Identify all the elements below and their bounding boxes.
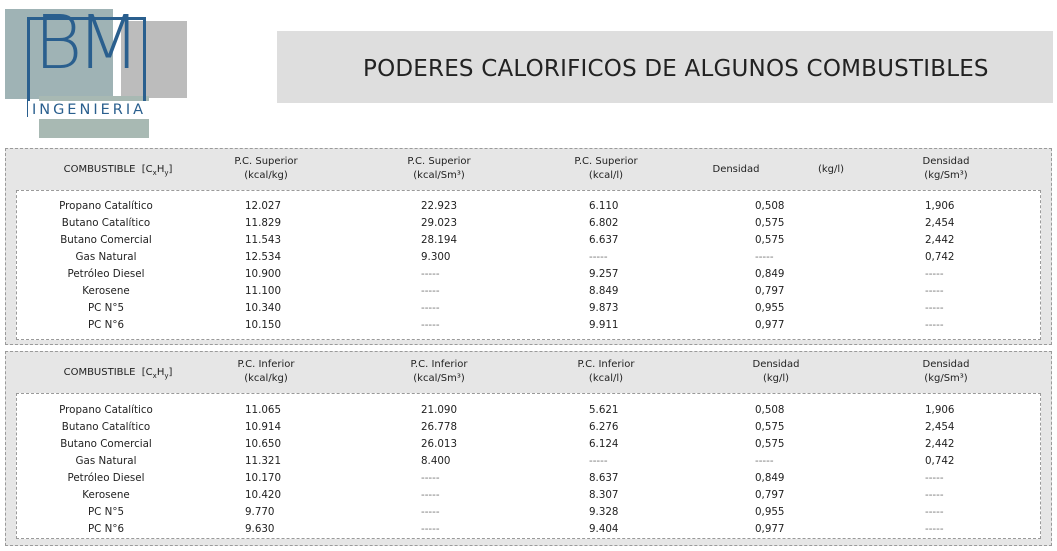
cell-densidad-kgsm3: -----: [925, 506, 944, 518]
cell-combustible: Kerosene: [82, 489, 130, 501]
header-col3-line2: (kcal/l): [588, 170, 624, 181]
cell-densidad-kgsm3: -----: [925, 319, 944, 331]
cell-pc-kg: 12.027: [245, 200, 282, 212]
table-row: [17, 317, 1040, 334]
cell-combustible: Propano Catalítico: [59, 200, 153, 212]
table-row: [17, 215, 1040, 232]
cell-pc-l: 6.637: [589, 234, 619, 246]
cell-pc-sm3: 26.778: [421, 421, 458, 433]
cell-pc-kg: 11.543: [245, 234, 282, 246]
cell-pc-l: 6.802: [589, 217, 619, 229]
cell-pc-kg: 10.340: [245, 302, 282, 314]
cell-densidad-kgsm3: -----: [925, 472, 944, 484]
cell-pc-kg: 11.829: [245, 217, 282, 229]
cell-combustible: Kerosene: [82, 285, 130, 297]
header-combustible: COMBUSTIBLE $[C_xH_y]$: [63, 367, 173, 380]
cell-pc-kg: 10.170: [245, 472, 282, 484]
header-col4: [752, 358, 799, 386]
cell-densidad-kgl: 0,955: [755, 302, 785, 314]
header-col2-line1: P.C. Superior: [407, 156, 471, 167]
cell-combustible: PC N°5: [87, 506, 125, 518]
cell-pc-kg: 12.534: [245, 251, 282, 263]
cell-pc-kg: 11.065: [245, 404, 282, 416]
table-row: [17, 470, 1040, 487]
cell-combustible: Butano Comercial: [60, 234, 152, 246]
cell-pc-l: -----: [589, 251, 608, 263]
cell-pc-sm3: -----: [421, 285, 440, 297]
cell-pc-sm3: 26.013: [421, 438, 458, 450]
header-col5: [922, 358, 969, 386]
cell-densidad-kgsm3: -----: [925, 285, 944, 297]
cell-pc-kg: 10.914: [245, 421, 282, 433]
cell-densidad-kgl: -----: [755, 251, 774, 263]
cell-pc-sm3: -----: [421, 489, 440, 501]
cell-combustible: PC N°6: [87, 319, 125, 331]
cell-pc-sm3: -----: [421, 523, 440, 535]
header-col1-line1: P.C. Superior: [234, 156, 298, 167]
cell-combustible: Petróleo Diesel: [67, 472, 145, 484]
cell-densidad-kgsm3: 2,454: [925, 217, 955, 229]
table-row: [17, 402, 1040, 419]
cell-densidad-kgl: 0,575: [755, 438, 785, 450]
table-body: [16, 190, 1041, 340]
table-row: [17, 232, 1040, 249]
header-col2-line1: P.C. Inferior: [410, 359, 468, 370]
header-col2-line2: (kcal/Sm³): [413, 170, 465, 181]
cell-pc-kg: 10.650: [245, 438, 282, 450]
cell-combustible: Petróleo Diesel: [67, 268, 145, 280]
cell-densidad-kgsm3: 1,906: [925, 200, 955, 212]
header-col1: [237, 358, 294, 386]
table-row: [17, 266, 1040, 283]
header-col1-line2: (kcal/kg): [244, 170, 288, 181]
cell-pc-l: 9.873: [589, 302, 619, 314]
cell-pc-l: 5.621: [589, 404, 619, 416]
cell-pc-l: 9.257: [589, 268, 619, 280]
cell-densidad-kgl: 0,849: [755, 472, 785, 484]
cell-densidad-kgl: 0,849: [755, 268, 785, 280]
table-header: [6, 352, 1051, 392]
cell-combustible: Butano Catalítico: [61, 217, 151, 229]
header-col4-line1: Densidad: [712, 164, 760, 175]
table-row: [17, 436, 1040, 453]
cell-pc-kg: 10.150: [245, 319, 282, 331]
cell-combustible: Gas Natural: [75, 251, 137, 263]
header-col2-line2: (kcal/Sm³): [413, 373, 465, 384]
header-col3-line1: P.C. Superior: [574, 156, 638, 167]
cell-pc-kg: 9.630: [245, 523, 275, 535]
table-body: [16, 393, 1041, 539]
cell-densidad-kgl: 0,797: [755, 489, 785, 501]
header-col5-line1: Densidad: [922, 156, 970, 167]
header-col5-line2: (kg/Sm³): [924, 170, 968, 181]
cell-pc-kg: 10.420: [245, 489, 282, 501]
table-row: [17, 300, 1040, 317]
cell-densidad-kgl: 0,977: [755, 319, 785, 331]
header-col4-line1: Densidad: [752, 359, 800, 370]
cell-pc-l: 6.110: [589, 200, 619, 212]
cell-combustible: PC N°6: [87, 523, 125, 535]
table-row: [17, 453, 1040, 470]
cell-combustible: Butano Comercial: [60, 438, 152, 450]
cell-densidad-kgl: -----: [755, 455, 774, 467]
cell-densidad-kgsm3: -----: [925, 268, 944, 280]
cell-pc-sm3: -----: [421, 506, 440, 518]
cell-pc-sm3: -----: [421, 302, 440, 314]
table-row: [17, 419, 1040, 436]
cell-pc-sm3: 29.023: [421, 217, 458, 229]
header-col4-unit: (kg/l): [817, 164, 845, 175]
cell-densidad-kgl: 0,955: [755, 506, 785, 518]
cell-densidad-kgsm3: -----: [925, 489, 944, 501]
cell-combustible: PC N°5: [87, 302, 125, 314]
cell-densidad-kgsm3: 0,742: [925, 455, 955, 467]
header-col3: [577, 358, 634, 386]
cell-pc-sm3: 8.400: [421, 455, 451, 467]
logo-subtitle: INGENIERIA: [28, 101, 150, 119]
table-header: [6, 149, 1051, 189]
header-col5-line2: (kg/Sm³): [924, 373, 968, 384]
table-inferior: [5, 351, 1052, 546]
table-row: [17, 249, 1040, 266]
cell-pc-sm3: 28.194: [421, 234, 458, 246]
cell-densidad-kgl: 0,977: [755, 523, 785, 535]
table-superior: [5, 148, 1052, 345]
table-row: [17, 504, 1040, 521]
cell-combustible: Butano Catalítico: [61, 421, 151, 433]
title-bar: [277, 31, 1053, 103]
cell-densidad-kgsm3: -----: [925, 523, 944, 535]
cell-combustible: Gas Natural: [75, 455, 137, 467]
page-title: PODERES CALORIFICOS DE ALGUNOS COMBUSTIBLES: [363, 56, 989, 82]
cell-combustible: Propano Catalítico: [59, 404, 153, 416]
header-col3-line1: P.C. Inferior: [577, 359, 635, 370]
header-col4: [712, 163, 759, 177]
table-row: [17, 487, 1040, 504]
cell-pc-kg: 11.321: [245, 455, 282, 467]
cell-pc-l: 8.849: [589, 285, 619, 297]
cell-densidad-kgl: 0,575: [755, 421, 785, 433]
header-col4-line2: (kg/l): [762, 373, 790, 384]
cell-densidad-kgl: 0,575: [755, 234, 785, 246]
cell-densidad-kgl: 0,797: [755, 285, 785, 297]
cell-pc-sm3: -----: [421, 319, 440, 331]
cell-densidad-kgsm3: 0,742: [925, 251, 955, 263]
cell-densidad-kgl: 0,508: [755, 404, 785, 416]
logo-letters: BM: [34, 0, 135, 86]
cell-pc-l: 6.124: [589, 438, 619, 450]
company-logo: [0, 0, 190, 140]
cell-densidad-kgsm3: 2,442: [925, 438, 955, 450]
cell-pc-sm3: -----: [421, 472, 440, 484]
cell-pc-l: -----: [589, 455, 608, 467]
header-col1-line2: (kcal/kg): [244, 373, 288, 384]
cell-densidad-kgsm3: 2,442: [925, 234, 955, 246]
cell-pc-sm3: 21.090: [421, 404, 458, 416]
header-col5: [922, 155, 969, 183]
header-col1-line1: P.C. Inferior: [237, 359, 295, 370]
cell-pc-kg: 11.100: [245, 285, 282, 297]
header-combustible-label: COMBUSTIBLE: [63, 367, 136, 378]
header-combustible: COMBUSTIBLE $[C_xH_y]$: [63, 164, 173, 177]
header-col2: [407, 155, 470, 183]
cell-pc-l: 9.328: [589, 506, 619, 518]
table-row: [17, 198, 1040, 215]
cell-pc-l: 8.637: [589, 472, 619, 484]
header-combustible-label: COMBUSTIBLE: [63, 164, 136, 175]
cell-pc-kg: 9.770: [245, 506, 275, 518]
cell-densidad-kgl: 0,575: [755, 217, 785, 229]
header-col3: [574, 155, 637, 183]
cell-pc-l: 6.276: [589, 421, 619, 433]
cell-pc-kg: 10.900: [245, 268, 282, 280]
cell-densidad-kgsm3: 1,906: [925, 404, 955, 416]
header-col4-unit-cell: [818, 163, 844, 177]
header-col1: [234, 155, 297, 183]
cell-pc-sm3: 9.300: [421, 251, 451, 263]
cell-pc-l: 9.404: [589, 523, 619, 535]
table-row: [17, 283, 1040, 300]
header-col3-line2: (kcal/l): [588, 373, 624, 384]
cell-pc-l: 8.307: [589, 489, 619, 501]
table-row: [17, 521, 1040, 538]
cell-pc-l: 9.911: [589, 319, 619, 331]
cell-densidad-kgl: 0,508: [755, 200, 785, 212]
cell-densidad-kgsm3: -----: [925, 302, 944, 314]
cell-densidad-kgsm3: 2,454: [925, 421, 955, 433]
cell-pc-sm3: 22.923: [421, 200, 458, 212]
cell-pc-sm3: -----: [421, 268, 440, 280]
header-col2: [410, 358, 467, 386]
header-col5-line1: Densidad: [922, 359, 970, 370]
